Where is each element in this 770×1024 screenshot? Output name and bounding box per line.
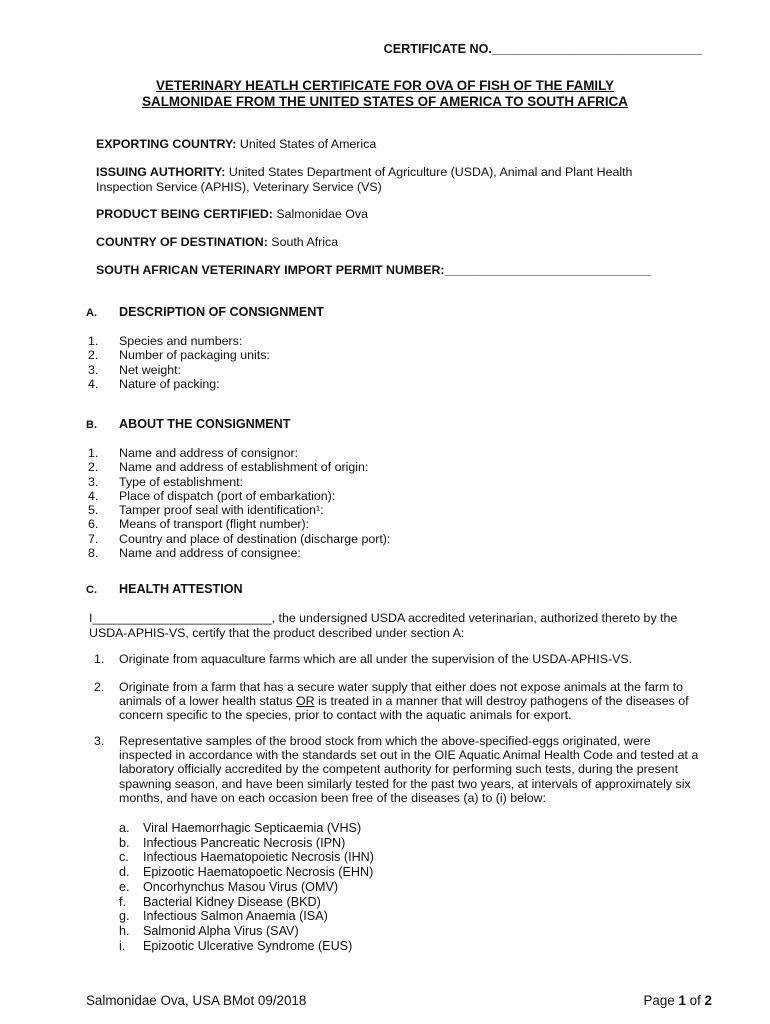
attestation-statement: I__________________________, the undersigned USDA accredited veterinarian, authorized thereto by the USDA-APHIS-VS, certify that the product described under section A: <box>89 611 678 640</box>
list-item: 2. Number of packaging units: <box>88 348 270 363</box>
list-item: 8. Name and address of consignee: <box>88 546 301 561</box>
destination-label: COUNTRY OF DESTINATION: <box>96 235 268 249</box>
footer-document-id: Salmonidae Ova, USA BMot 09/2018 <box>86 993 307 1008</box>
product-value: Salmonidae Ova <box>272 207 368 221</box>
page-number: Page 1 of 2 <box>643 993 712 1008</box>
list-item: 6. Means of transport (flight number): <box>88 517 310 532</box>
section-a-list <box>88 334 688 391</box>
or-emphasis: OR <box>296 694 315 709</box>
section-a-letter: A. <box>86 307 97 319</box>
exporting-country-label: EXPORTING COUNTRY: <box>96 137 237 151</box>
list-item: g. Infectious Salmon Anaemia (ISA) <box>119 909 328 924</box>
issuing-authority-value: United States Department of Agriculture (USDA), Animal and Plant Health Inspection Service (APHIS), Veterinary Service (VS) <box>96 165 633 194</box>
certificate-number: CERTIFICATE NO.______________________________ <box>383 42 702 56</box>
point-text: Originate from aquaculture farms which are all under the supervision of the USDA-APHIS-VS. <box>119 652 633 666</box>
product-certified <box>96 207 696 222</box>
attestation-point-1 <box>94 652 704 666</box>
list-item: b. Infectious Pancreatic Necrosis (IPN) <box>119 835 346 850</box>
point-number: 2. <box>94 680 105 694</box>
list-item: 5. Tamper proof seal with identification¹: <box>88 503 324 518</box>
list-item: 3. Type of establishment: <box>88 474 243 489</box>
product-label: PRODUCT BEING CERTIFIED: <box>96 207 273 221</box>
section-b-title: ABOUT THE CONSIGNMENT <box>119 417 291 431</box>
list-item: i. Epizootic Ulcerative Syndrome (EUS) <box>119 938 353 953</box>
attestation-point-2 <box>94 680 704 723</box>
section-a-title: DESCRIPTION OF CONSIGNMENT <box>119 305 325 319</box>
exporting-country <box>96 137 696 152</box>
list-item: c. Infectious Haematopoietic Necrosis (IHN) <box>119 850 374 865</box>
section-b-list <box>88 446 688 560</box>
point-number: 3. <box>94 734 105 748</box>
list-item: 3. Net weight: <box>88 362 181 377</box>
section-c-letter: C. <box>86 584 97 596</box>
list-item: e. Oncorhynchus Masou Virus (OMV) <box>119 879 339 894</box>
document-title <box>0 78 770 110</box>
point-number: 1. <box>94 652 105 666</box>
list-item: 7. Country and place of destination (discharge port): <box>88 531 391 546</box>
section-c-title: HEALTH ATTESTION <box>119 582 243 596</box>
point-text: Originate from a farm that has a secure water supply that either does not expose animals at the farm to animals of a lower health status OR is treated in a manner that will destroy pathogens of the diseases of concern specific to the species, prior to contact with the aquatic animals for export. <box>119 680 689 723</box>
list-item: 1. Name and address of consignor: <box>88 446 299 460</box>
issuing-authority <box>96 165 676 195</box>
exporting-country-value: United States of America <box>236 137 377 151</box>
country-of-destination <box>96 235 696 250</box>
list-item: 4. Nature of packing: <box>88 376 220 391</box>
issuing-authority-label: ISSUING AUTHORITY: <box>96 165 226 179</box>
list-item: 2. Name and address of establishment of origin: <box>88 460 369 475</box>
list-item: a. Viral Haemorrhagic Septicaemia (VHS) <box>119 821 362 835</box>
list-item: h. Salmonid Alpha Virus (SAV) <box>119 923 299 938</box>
attestation-point-3 <box>94 734 704 805</box>
list-item: d. Epizootic Haematopoetic Necrosis (EHN) <box>119 865 374 880</box>
point-text: Representative samples of the brood stock from which the above-specified-eggs originated, were inspected in accordance with the standards set out in the OIE Aquatic Animal Health Code and tested at a laboratory officially accredited by the competent authority for performing such tests, during the present spawning season, and have been similarly tested for the past two years, at intervals of approximately six months, and have on each occasion been free of the diseases (a) to (i) below: <box>119 734 699 805</box>
list-item: 1. Species and numbers: <box>88 334 243 348</box>
disease-list <box>119 821 519 953</box>
title-line-2: SALMONIDAE FROM THE UNITED STATES OF AMERICA TO SOUTH AFRICA <box>142 94 628 109</box>
section-b-letter: B. <box>86 419 97 431</box>
permit-label: SOUTH AFRICAN VETERINARY IMPORT PERMIT NUMBER:______________________________ <box>96 263 652 277</box>
import-permit-number <box>96 263 696 278</box>
list-item: 4. Place of dispatch (port of embarkation): <box>88 488 336 503</box>
title-line-1: VETERINARY HEATLH CERTIFICATE FOR OVA OF FISH OF THE FAMILY <box>155 78 615 93</box>
list-item: f. Bacterial Kidney Disease (BKD) <box>119 894 321 909</box>
destination-value: South Africa <box>267 235 339 249</box>
